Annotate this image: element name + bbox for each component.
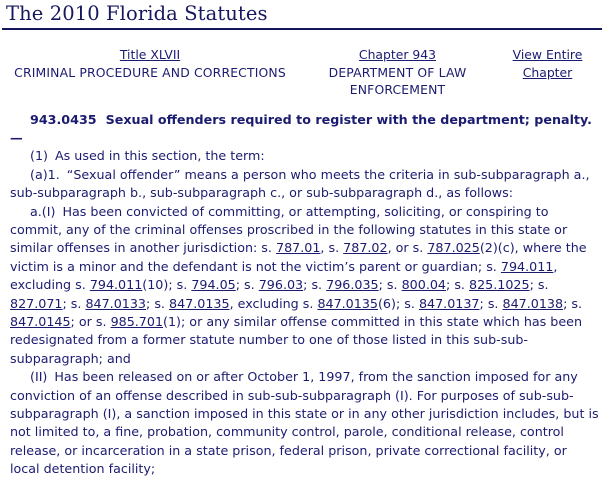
conn-4: , excluding s. [10, 258, 558, 293]
view-entire-chapter-link[interactable]: View Entire Chapter [512, 47, 583, 80]
statute-link-794-011-10[interactable]: 794.011 [89, 277, 143, 293]
conn-18: (1); or any similar offense committed in this state which has been redesignated from a former statute number to one of those listed in this sub-sub-subparagraph; and [10, 313, 582, 366]
statute-link-847-0145[interactable]: 847.0145 [10, 313, 71, 329]
page-title: The 2010 Florida Statutes [6, 2, 268, 25]
paragraph-a1-label: (a)1. [30, 166, 60, 182]
conn-12: ; s. [146, 295, 165, 311]
title-divider [2, 28, 602, 32]
conn-1: , s. [320, 240, 340, 256]
statute-link-827-071[interactable]: 827.071 [10, 295, 63, 311]
conn-5: (10); s. [142, 277, 188, 293]
paragraph-a-i-text-1: Has been convicted of committing, or attempting, soliciting, or conspiring to commit, any of the criminal offenses proscribed in the following statutes in this state or similar offenses in another jurisdiction: s. [10, 203, 568, 256]
title-column [0, 46, 300, 99]
conn-16: ; s. [563, 295, 583, 311]
chapter-header-table [0, 46, 600, 99]
statute-link-796-03[interactable]: 796.03 [258, 277, 304, 293]
statute-link-985-701[interactable]: 985.701 [110, 313, 164, 329]
title-link[interactable]: Title XLVII [119, 47, 181, 62]
paragraph-a-ii-label: (II) [30, 369, 48, 385]
section-number: 943.0435 [30, 111, 97, 127]
statute-link-794-011[interactable]: 794.011 [500, 258, 554, 274]
title-description: CRIMINAL PROCEDURE AND CORRECTIONS [14, 64, 286, 80]
statute-link-847-0137[interactable]: 847.0137 [418, 295, 480, 311]
header-row [0, 46, 600, 99]
conn-8: ; s. [378, 277, 398, 293]
paragraph-a-i-label: a.(I) [30, 203, 56, 219]
statute-link-794-05[interactable]: 794.05 [191, 277, 236, 293]
statute-link-847-0138[interactable]: 847.0138 [502, 295, 564, 311]
paragraph-a-i [10, 203, 600, 369]
statute-link-847-0133[interactable]: 847.0133 [85, 295, 147, 311]
conn-6: ; s. [235, 277, 255, 293]
conn-2: , or s. [387, 240, 424, 256]
conn-17: ; or s. [70, 313, 107, 329]
statute-link-800-04[interactable]: 800.04 [401, 277, 447, 293]
section-heading [10, 111, 600, 148]
statute-body [0, 111, 610, 479]
statute-link-825-1025[interactable]: 825.1025 [469, 277, 530, 293]
conn-14: (6); s. [377, 295, 415, 311]
paragraph-1-text: As used in this section, the term: [54, 148, 265, 164]
statute-link-787-02[interactable]: 787.02 [343, 240, 388, 256]
conn-7: ; s. [303, 277, 323, 293]
conn-10: ; s. [529, 277, 549, 293]
chapter-link[interactable]: Chapter 943 [358, 47, 437, 62]
section-title: Sexual offenders required to register with the department; penalty.— [10, 111, 592, 145]
conn-9: ; s. [446, 277, 465, 293]
paragraph-a-ii-text: Has been released on or after October 1, 1997, from the sanction imposed for any conviction of an offense described in sub-sub-subparagraph (I). For purposes of sub-sub-subparagraph (I), a sanction imposed in this state or in any other jurisdiction includes, but is not limited to, a fine, probation, community control, parole, conditional release, control release, or incarceration in a state prison, federal prison, private correctional facility, or local detention facility; [10, 369, 599, 477]
conn-11: ; s. [62, 295, 82, 311]
paragraph-a-ii [10, 368, 600, 478]
paragraph-a1-text: “Sexual offender” means a person who meets the criteria in sub-subparagraph a., sub-subparagraph b., sub-subparagraph c., or sub-subparagraph d., as follows: [10, 166, 590, 201]
view-chapter-column [495, 46, 600, 99]
paragraph-a1 [10, 166, 600, 203]
statute-link-796-035[interactable]: 796.035 [326, 277, 379, 293]
conn-15: ; s. [479, 295, 499, 311]
chapter-description: DEPARTMENT OF LAW ENFORCEMENT [328, 64, 467, 97]
conn-3: (2)(c), where the victim is a minor and the defendant is not the victim’s parent or guardian; s. [10, 240, 587, 274]
statute-link-787-025[interactable]: 787.025 [427, 240, 480, 256]
conn-13: , excluding s. [229, 295, 314, 311]
chapter-column [300, 46, 495, 99]
statute-link-787-01[interactable]: 787.01 [276, 240, 321, 256]
paragraph-1 [10, 147, 600, 165]
statute-link-847-0135[interactable]: 847.0135 [169, 295, 230, 311]
statute-link-847-0135-6[interactable]: 847.0135 [317, 295, 378, 311]
paragraph-1-label: (1) [30, 148, 48, 164]
